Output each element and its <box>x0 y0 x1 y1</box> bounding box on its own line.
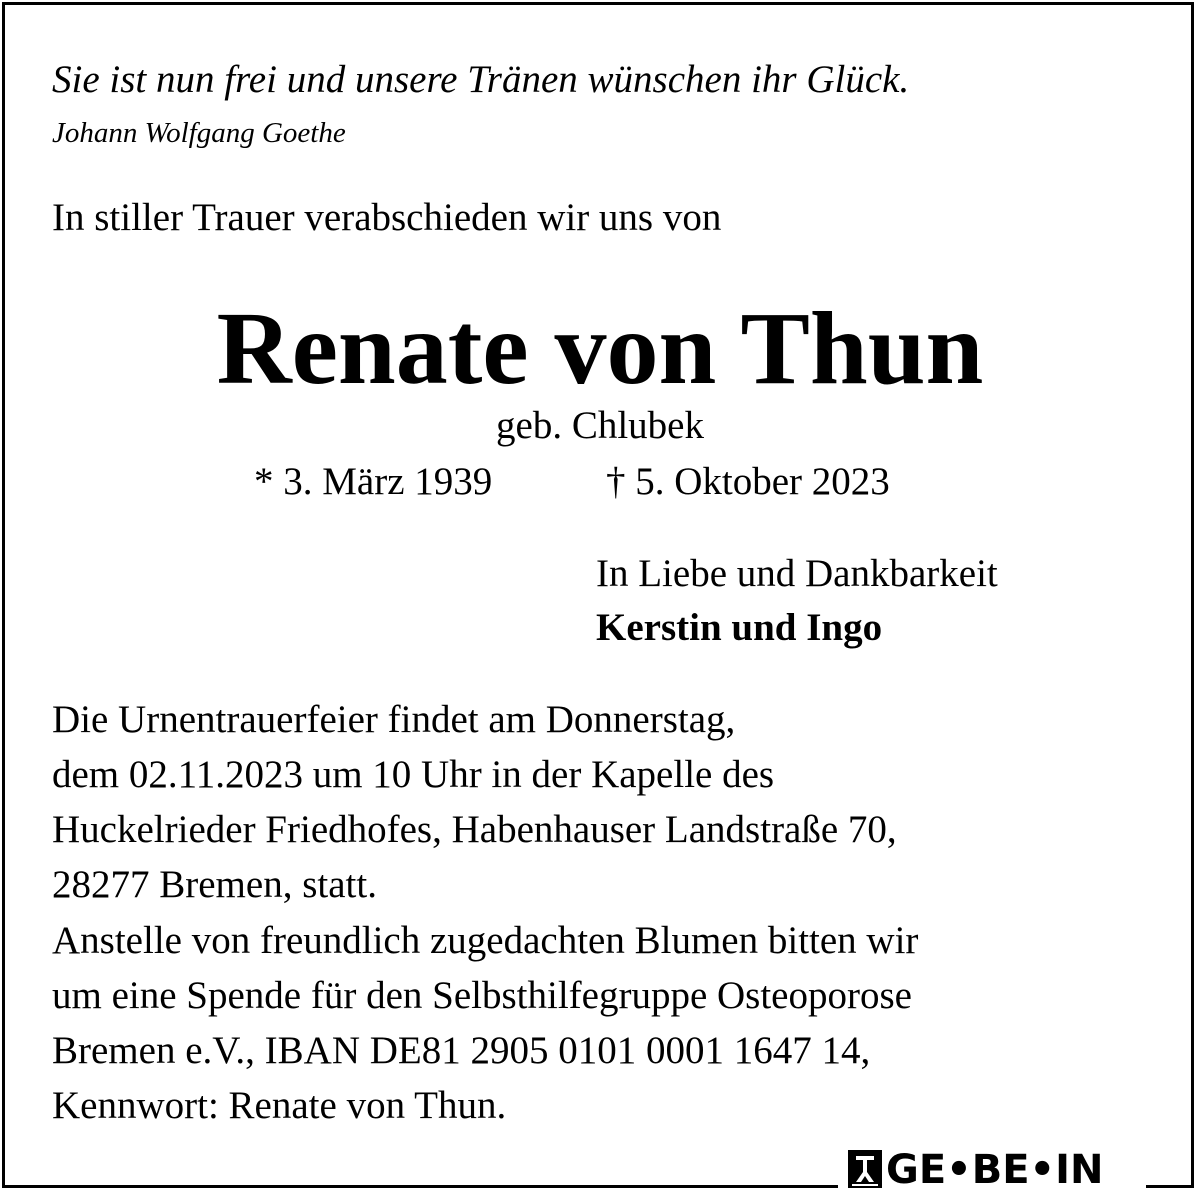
donation-paragraph <box>52 913 1162 1133</box>
logo-text: GE•BE•IN <box>886 1147 1104 1193</box>
service-line: Huckelrieder Friedhofes, Habenhauser Landstraße 70, <box>52 808 897 851</box>
service-line: 28277 Bremen, statt. <box>52 863 377 906</box>
mourners-names: Kerstin und Ingo <box>596 606 883 649</box>
deceased-name: Renate von Thun <box>216 291 984 406</box>
service-paragraph <box>52 692 1162 912</box>
donation-line: Bremen e.V., IBAN DE81 2905 0101 0001 1647 14, <box>52 1029 871 1072</box>
mourners-line: In Liebe und Dankbarkeit <box>596 552 998 595</box>
quote-author: Johann Wolfgang Goethe <box>52 117 346 149</box>
gebein-logo-icon <box>848 1150 882 1188</box>
maiden-name: geb. Chlubek <box>496 404 704 447</box>
bottom-border-right <box>1146 1185 1194 1188</box>
goethe-quote: Sie ist nun frei und unsere Tränen wünschen ihr Glück. <box>52 58 910 101</box>
donation-line: um eine Spende für den Selbsthilfegruppe Osteoporose <box>52 974 912 1017</box>
bottom-border-left <box>2 1185 838 1188</box>
intro-text: In stiller Trauer verabschieden wir uns von <box>52 196 722 239</box>
service-line: dem 02.11.2023 um 10 Uhr in der Kapelle des <box>52 753 775 796</box>
death-date: † 5. Oktober 2023 <box>606 460 890 503</box>
donation-line: Kennwort: Renate von Thun. <box>52 1084 507 1127</box>
donation-line: Anstelle von freundlich zugedachten Blumen bitten wir <box>52 919 919 962</box>
gebein-logo <box>848 1147 1104 1193</box>
birth-date: * 3. März 1939 <box>254 460 493 503</box>
service-line: Die Urnentrauerfeier findet am Donnerstag, <box>52 698 736 741</box>
